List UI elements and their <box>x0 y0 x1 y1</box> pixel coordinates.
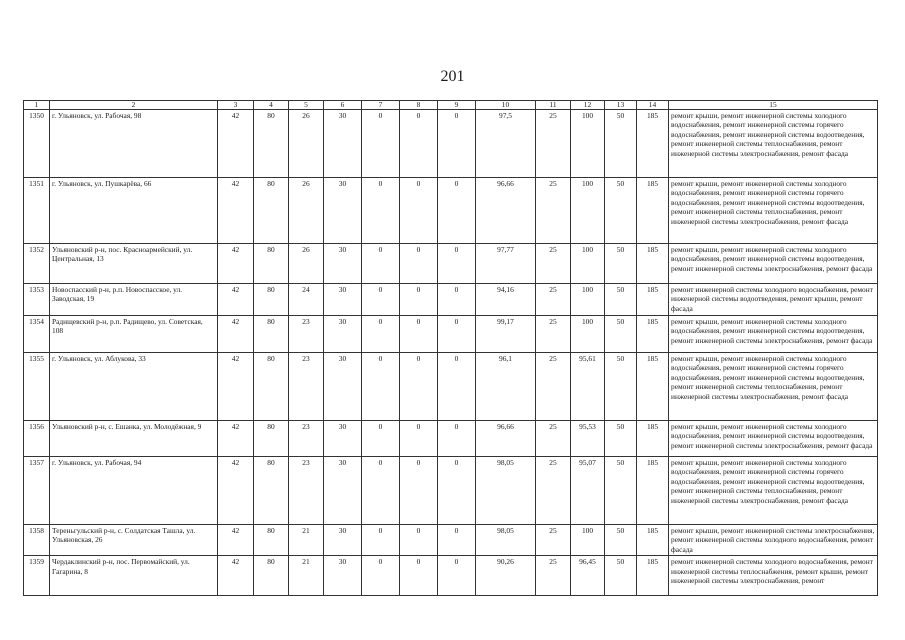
value-cell: 0 <box>362 457 400 525</box>
value-cell: 80 <box>254 110 289 178</box>
value-cell: 0 <box>438 525 476 556</box>
row-number-cell: 1356 <box>24 421 50 457</box>
value-cell: 30 <box>324 110 362 178</box>
value-cell: 0 <box>400 421 438 457</box>
value-cell: 25 <box>536 178 571 244</box>
value-cell: 0 <box>438 284 476 316</box>
value-cell: 95,53 <box>571 421 605 457</box>
value-cell: 50 <box>605 353 637 421</box>
value-cell: 42 <box>218 525 254 556</box>
value-cell: 21 <box>289 556 324 596</box>
value-cell: 25 <box>536 421 571 457</box>
value-cell: 185 <box>637 110 669 178</box>
value-cell: 42 <box>218 284 254 316</box>
value-cell: 25 <box>536 316 571 353</box>
works-cell: ремонт инженерной системы холодного водоснабжения, ремонт инженерной системы теплоснабжения, ремонт крыши, ремонт инженерной системы электроснабжения, ремонт <box>669 556 878 596</box>
value-cell: 42 <box>218 316 254 353</box>
value-cell: 80 <box>254 525 289 556</box>
value-cell: 30 <box>324 421 362 457</box>
value-cell: 26 <box>289 110 324 178</box>
value-cell: 50 <box>605 525 637 556</box>
value-cell: 185 <box>637 353 669 421</box>
value-cell: 80 <box>254 178 289 244</box>
table-row <box>24 421 878 457</box>
works-cell: ремонт крыши, ремонт инженерной системы холодного водоснабжения, ремонт инженерной системы горячего водоснабжения, ремонт инженерной системы водоотведения, ремонт инженерной системы теплоснабжения, ремонт инженерной системы электроснабжения, ремонт фасада <box>669 457 878 525</box>
value-cell: 0 <box>362 421 400 457</box>
value-cell: 80 <box>254 284 289 316</box>
value-cell: 26 <box>289 244 324 284</box>
value-cell: 0 <box>400 556 438 596</box>
column-header: 4 <box>254 101 289 110</box>
value-cell: 0 <box>400 316 438 353</box>
value-cell: 25 <box>536 525 571 556</box>
column-header: 10 <box>476 101 536 110</box>
value-cell: 30 <box>324 525 362 556</box>
row-number-cell: 1351 <box>24 178 50 244</box>
row-number-cell: 1359 <box>24 556 50 596</box>
column-header: 8 <box>400 101 438 110</box>
column-header: 1 <box>24 101 50 110</box>
value-cell: 42 <box>218 244 254 284</box>
value-cell: 95,61 <box>571 353 605 421</box>
value-cell: 50 <box>605 457 637 525</box>
value-cell: 0 <box>438 316 476 353</box>
column-header: 13 <box>605 101 637 110</box>
value-cell: 25 <box>536 110 571 178</box>
value-cell: 42 <box>218 353 254 421</box>
row-number-cell: 1353 <box>24 284 50 316</box>
value-cell: 25 <box>536 353 571 421</box>
value-cell: 30 <box>324 353 362 421</box>
table-row <box>24 457 878 525</box>
value-cell: 100 <box>571 525 605 556</box>
value-cell: 23 <box>289 457 324 525</box>
address-cell: г. Ульяновск, ул. Аблукова, 33 <box>50 353 218 421</box>
value-cell: 0 <box>400 244 438 284</box>
value-cell: 26 <box>289 178 324 244</box>
value-cell: 0 <box>438 110 476 178</box>
value-cell: 95,07 <box>571 457 605 525</box>
works-cell: ремонт крыши, ремонт инженерной системы холодного водоснабжения, ремонт инженерной системы горячего водоснабжения, ремонт инженерной системы водоотведения, ремонт инженерной системы теплоснабжения, ремонт инженерной системы электроснабжения, ремонт фасада <box>669 110 878 178</box>
column-header: 14 <box>637 101 669 110</box>
value-cell: 80 <box>254 316 289 353</box>
column-header: 12 <box>571 101 605 110</box>
value-cell: 0 <box>438 421 476 457</box>
column-header: 3 <box>218 101 254 110</box>
value-cell: 94,16 <box>476 284 536 316</box>
value-cell: 0 <box>400 525 438 556</box>
address-cell: Новоспасский р-н, р.п. Новоспасское, ул. Заводская, 19 <box>50 284 218 316</box>
value-cell: 30 <box>324 178 362 244</box>
value-cell: 100 <box>571 316 605 353</box>
value-cell: 98,05 <box>476 457 536 525</box>
value-cell: 0 <box>438 178 476 244</box>
address-cell: г. Ульяновск, ул. Рабочая, 98 <box>50 110 218 178</box>
value-cell: 97,5 <box>476 110 536 178</box>
value-cell: 97,77 <box>476 244 536 284</box>
value-cell: 0 <box>362 316 400 353</box>
value-cell: 0 <box>400 110 438 178</box>
address-cell: Ульяновский р-н, пос. Красноармейский, ул. Центральная, 13 <box>50 244 218 284</box>
value-cell: 99,17 <box>476 316 536 353</box>
value-cell: 23 <box>289 421 324 457</box>
value-cell: 50 <box>605 244 637 284</box>
table-row <box>24 353 878 421</box>
value-cell: 25 <box>536 284 571 316</box>
value-cell: 185 <box>637 457 669 525</box>
value-cell: 96,66 <box>476 178 536 244</box>
column-header: 11 <box>536 101 571 110</box>
value-cell: 25 <box>536 457 571 525</box>
value-cell: 42 <box>218 178 254 244</box>
value-cell: 0 <box>400 178 438 244</box>
address-cell: г. Ульяновск, ул. Рабочая, 94 <box>50 457 218 525</box>
value-cell: 0 <box>362 244 400 284</box>
registry-table <box>23 100 878 596</box>
value-cell: 50 <box>605 178 637 244</box>
table-row <box>24 284 878 316</box>
table-row <box>24 525 878 556</box>
value-cell: 185 <box>637 316 669 353</box>
row-number-cell: 1350 <box>24 110 50 178</box>
value-cell: 80 <box>254 421 289 457</box>
value-cell: 185 <box>637 421 669 457</box>
column-header: 5 <box>289 101 324 110</box>
value-cell: 100 <box>571 284 605 316</box>
value-cell: 80 <box>254 556 289 596</box>
works-cell: ремонт крыши, ремонт инженерной системы холодного водоснабжения, ремонт инженерной системы горячего водоснабжения, ремонт инженерной системы водоотведения, ремонт инженерной системы теплоснабжения, ремонт инженерной системы электроснабжения, ремонт фасада <box>669 178 878 244</box>
address-cell: Ульяновский р-н, с. Ешанка, ул. Молодёжная, 9 <box>50 421 218 457</box>
value-cell: 0 <box>400 284 438 316</box>
value-cell: 42 <box>218 457 254 525</box>
table-row <box>24 178 878 244</box>
address-cell: г. Ульяновск, ул. Пушкарёва, 66 <box>50 178 218 244</box>
value-cell: 0 <box>438 244 476 284</box>
value-cell: 185 <box>637 525 669 556</box>
value-cell: 24 <box>289 284 324 316</box>
row-number-cell: 1355 <box>24 353 50 421</box>
value-cell: 0 <box>438 457 476 525</box>
column-header: 6 <box>324 101 362 110</box>
value-cell: 42 <box>218 110 254 178</box>
value-cell: 96,66 <box>476 421 536 457</box>
value-cell: 50 <box>605 110 637 178</box>
value-cell: 30 <box>324 457 362 525</box>
column-header: 2 <box>50 101 218 110</box>
value-cell: 23 <box>289 353 324 421</box>
address-cell: Радищевский р-н, р.п. Радищево, ул. Советская, 108 <box>50 316 218 353</box>
value-cell: 100 <box>571 178 605 244</box>
value-cell: 0 <box>400 353 438 421</box>
page-number: 201 <box>440 68 465 85</box>
value-cell: 0 <box>438 353 476 421</box>
value-cell: 50 <box>605 421 637 457</box>
value-cell: 0 <box>362 353 400 421</box>
value-cell: 0 <box>362 178 400 244</box>
value-cell: 98,05 <box>476 525 536 556</box>
row-number-cell: 1358 <box>24 525 50 556</box>
value-cell: 0 <box>362 284 400 316</box>
address-cell: Тереньгульский р-н, с. Солдатская Ташла, ул. Ульяновская, 26 <box>50 525 218 556</box>
value-cell: 0 <box>400 457 438 525</box>
value-cell: 80 <box>254 457 289 525</box>
column-header: 9 <box>438 101 476 110</box>
value-cell: 25 <box>536 556 571 596</box>
value-cell: 30 <box>324 316 362 353</box>
value-cell: 0 <box>362 525 400 556</box>
works-cell: ремонт крыши, ремонт инженерной системы электроснабжения, ремонт инженерной системы холодного водоснабжения, ремонт фасада <box>669 525 878 556</box>
value-cell: 80 <box>254 353 289 421</box>
value-cell: 185 <box>637 178 669 244</box>
value-cell: 30 <box>324 284 362 316</box>
works-cell: ремонт инженерной системы холодного водоснабжения, ремонт инженерной системы водоотведения, ремонт крыши, ремонт фасада <box>669 284 878 316</box>
value-cell: 50 <box>605 556 637 596</box>
value-cell: 30 <box>324 556 362 596</box>
value-cell: 0 <box>362 110 400 178</box>
value-cell: 185 <box>637 284 669 316</box>
value-cell: 185 <box>637 556 669 596</box>
works-cell: ремонт крыши, ремонт инженерной системы холодного водоснабжения, ремонт инженерной системы водоотведения, ремонт инженерной системы электроснабжения, ремонт фасада <box>669 421 878 457</box>
value-cell: 80 <box>254 244 289 284</box>
value-cell: 0 <box>362 556 400 596</box>
value-cell: 90,26 <box>476 556 536 596</box>
value-cell: 96,45 <box>571 556 605 596</box>
address-cell: Чердаклинский р-н, пос. Первомайский, ул. Гагарина, 8 <box>50 556 218 596</box>
value-cell: 185 <box>637 244 669 284</box>
value-cell: 25 <box>536 244 571 284</box>
value-cell: 100 <box>571 244 605 284</box>
column-header: 15 <box>669 101 878 110</box>
value-cell: 30 <box>324 244 362 284</box>
row-number-cell: 1357 <box>24 457 50 525</box>
value-cell: 42 <box>218 556 254 596</box>
works-cell: ремонт крыши, ремонт инженерной системы холодного водоснабжения, ремонт инженерной системы водоотведения, ремонт инженерной системы электроснабжения, ремонт фасада <box>669 316 878 353</box>
row-number-cell: 1352 <box>24 244 50 284</box>
works-cell: ремонт крыши, ремонт инженерной системы холодного водоснабжения, ремонт инженерной системы горячего водоснабжения, ремонт инженерной системы водоотведения, ремонт инженерной системы теплоснабжения, ремонт инженерной системы электроснабжения, ремонт фасада <box>669 353 878 421</box>
table-row <box>24 110 878 178</box>
value-cell: 23 <box>289 316 324 353</box>
value-cell: 21 <box>289 525 324 556</box>
table-row <box>24 244 878 284</box>
table-row <box>24 556 878 596</box>
value-cell: 0 <box>438 556 476 596</box>
row-number-cell: 1354 <box>24 316 50 353</box>
value-cell: 42 <box>218 421 254 457</box>
column-header: 7 <box>362 101 400 110</box>
value-cell: 50 <box>605 284 637 316</box>
table-body <box>24 110 878 596</box>
value-cell: 96,1 <box>476 353 536 421</box>
value-cell: 50 <box>605 316 637 353</box>
header-row <box>24 101 878 110</box>
value-cell: 100 <box>571 110 605 178</box>
table-row <box>24 316 878 353</box>
works-cell: ремонт крыши, ремонт инженерной системы холодного водоснабжения, ремонт инженерной системы водоотведения, ремонт инженерной системы электроснабжения, ремонт фасада <box>669 244 878 284</box>
